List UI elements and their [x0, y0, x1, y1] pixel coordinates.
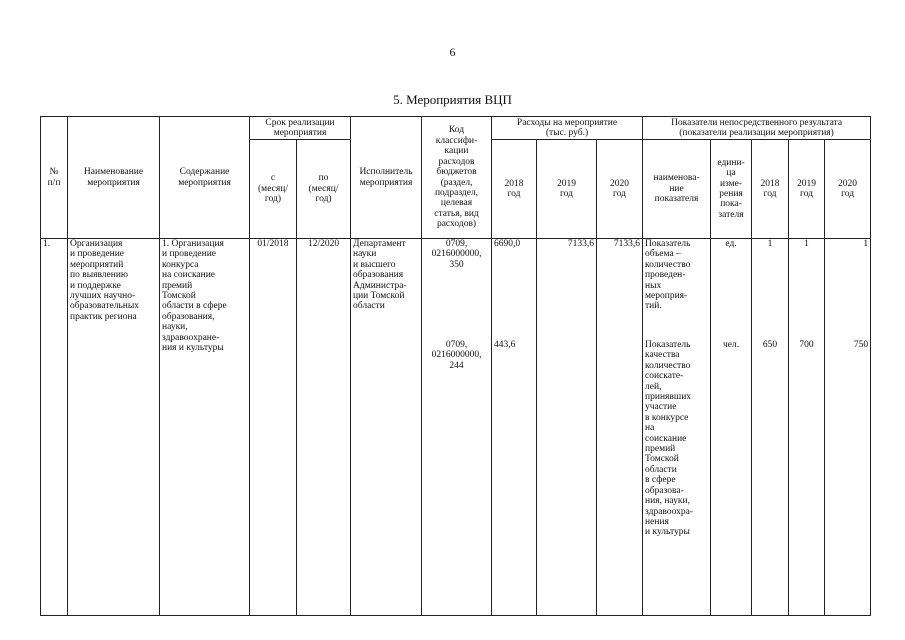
header-exp-2020: 2020 год [597, 140, 643, 239]
row-exp-2020-1: 7133,6 [613, 239, 641, 249]
table-row [41, 239, 871, 616]
row-indicator-2-2019: 700 [799, 340, 814, 350]
row-content: 1. Организация и проведение конкурса на соискание премий Томской области в сфере образования, науки, здравоохране- ния и культуры [160, 239, 250, 616]
row-indicator-1-2018: 1 [767, 239, 773, 249]
row-code-1: 0709, 0216000000, 350 [431, 239, 482, 270]
events-table [40, 116, 871, 616]
row-indicator-name-cell [643, 239, 711, 616]
page-number: 6 [449, 45, 456, 59]
header-indicator-name: наименова- ние показателя [643, 140, 711, 239]
row-exp-2019-1: 7133,6 [567, 239, 595, 249]
header-executor: Исполнитель мероприятия [351, 117, 422, 239]
row-indicator-2-name: Показатель качества количество соискате- лей, принявших участие в конкурсе на соискание премий Томской области в сфере образова- ния, науки, здравоохра- нения и культуры [645, 340, 693, 538]
row-indicator-2-2018: 650 [762, 340, 778, 350]
row-num: 1. [41, 239, 68, 616]
header-exp-2019: 2019 год [537, 140, 597, 239]
row-code-cell [422, 239, 492, 616]
row-exp-2018-2: 443,6 [494, 340, 516, 350]
header-results: Показатели непосредственного результата (показатели реализации мероприятия) [643, 117, 871, 140]
header-term-from: с (месяц/ год) [250, 140, 297, 239]
header-code: Код классифи- кации расходов бюджетов (раздел, подраздел, целевая статья, вид расходов) [422, 117, 492, 239]
row-exp-2018-cell [492, 239, 537, 616]
section-title: 5. Мероприятия ВЦП [393, 92, 512, 107]
header-num: № п/п [41, 117, 68, 239]
row-exp-2020-cell [597, 239, 643, 616]
header-name: Наименование мероприятия [68, 117, 160, 239]
header-content: Содержание мероприятия [160, 117, 250, 239]
header-term-to: по (месяц/ год) [297, 140, 351, 239]
row-res-2019-cell [789, 239, 825, 616]
header-expenses: Расходы на мероприятие (тыс. руб.) [492, 117, 643, 140]
header-row-1 [41, 117, 871, 140]
row-name: Организация и проведение мероприятий по выявлению и поддержке лучших научно- образовательных практик региона [68, 239, 160, 616]
row-indicator-1-name: Показатель объема – количество проведен- ных мероприя- тий. [645, 239, 691, 312]
row-exp-2018-1: 6690,0 [494, 239, 521, 249]
row-res-2018-cell [752, 239, 789, 616]
row-term-from: 01/2018 [250, 239, 297, 616]
row-exp-2019-cell [537, 239, 597, 616]
row-indicator-2-2020: 750 [853, 340, 869, 350]
header-exp-2018: 2018 год [492, 140, 537, 239]
row-executor: Департамент науки и высшего образования Администра- ции Томской области [351, 239, 422, 616]
header-res-2020: 2020 год [825, 140, 871, 239]
row-code-2: 0709, 0216000000, 244 [431, 340, 482, 371]
row-indicator-1-2020: 1 [863, 239, 869, 249]
row-res-2020-cell [825, 239, 871, 616]
header-term: Срок реализации мероприятия [250, 117, 351, 140]
row-term-to: 12/2020 [297, 239, 351, 616]
row-indicator-2-unit: чел. [722, 340, 740, 350]
header-res-2018: 2018 год [752, 140, 789, 239]
header-res-2019: 2019 год [789, 140, 825, 239]
row-indicator-1-unit: ед. [725, 239, 737, 249]
row-indicator-1-2019: 1 [804, 239, 809, 249]
header-indicator-unit: едини- ца изме- рения пока- зателя [711, 140, 752, 239]
events-table-wrapper [40, 116, 870, 616]
row-indicator-unit-cell [711, 239, 752, 616]
